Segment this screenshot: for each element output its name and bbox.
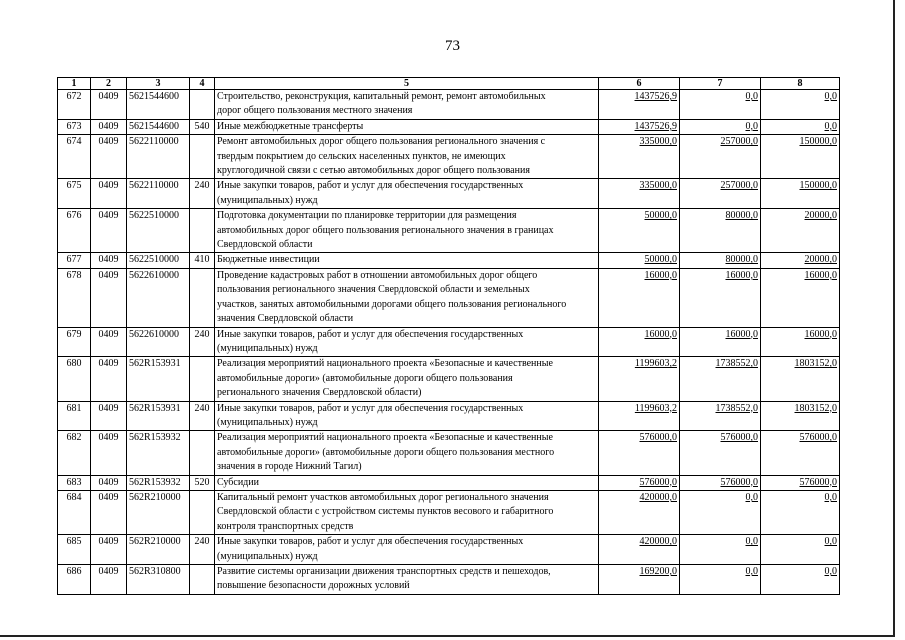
target-article-code: 562R153932 [127,431,190,475]
section-code: 0409 [91,268,127,327]
amount-value: 80000,0 [725,254,758,266]
description-line: пользования регионального значения Свердловской области и земельных [217,284,530,296]
amount-value: 0,0 [824,566,837,577]
target-article-code: 5621544600 [127,90,190,120]
amount-value: 576000,0 [799,432,837,444]
table-row [58,90,840,120]
row-number: 679 [58,327,91,357]
description-line: Свердловской области [217,239,313,251]
description-line: Иные межбюджетные трансферты [217,120,364,132]
row-number: 675 [58,179,91,209]
section-code: 0409 [91,179,127,209]
amount-year-2 [680,475,761,490]
row-number: 683 [58,475,91,490]
amount-value: 20000,0 [804,210,837,222]
expense-type-code [190,357,215,401]
amount-value: 0,0 [745,536,758,548]
table-row [58,253,840,268]
target-article-code: 562R153931 [127,357,190,401]
row-number: 685 [58,535,91,565]
amount-year-3 [761,327,840,357]
amount-value: 0,0 [745,566,758,577]
amount-year-2 [680,268,761,327]
description-line: Иные закупки товаров, работ и услуг для обеспечения государственных [217,536,524,548]
amount-value: 1803152,0 [794,358,837,370]
amount-year-3 [761,90,840,120]
target-article-code: 5622610000 [127,268,190,327]
expense-type-code [190,565,215,595]
column-header: 4 [190,78,215,90]
description-line: Свердловской области с устройством системы пунктов весового и габаритного [217,506,554,518]
description-line: Капитальный ремонт участков автомобильных дорог регионального значения [217,491,549,503]
description-line: автомобильные дороги» (автомобильные дороги общего пользования [217,372,513,384]
target-article-code: 562R210000 [127,490,190,534]
amount-value: 576000,0 [639,476,677,488]
amount-year-3 [761,490,840,534]
column-header: 3 [127,78,190,90]
description-line: (муниципальных) нужд [217,550,318,562]
row-number: 672 [58,90,91,120]
row-description [215,90,599,120]
amount-value: 1199603,2 [634,358,677,370]
amount-value: 1199603,2 [634,402,677,414]
amount-value: 0,0 [824,491,837,503]
amount-year-2 [680,565,761,595]
expense-type-code: 540 [190,119,215,134]
target-article-code: 5622510000 [127,253,190,268]
amount-year-2 [680,135,761,179]
amount-year-1 [599,268,680,327]
row-description [215,135,599,179]
expense-type-code: 520 [190,475,215,490]
row-number: 678 [58,268,91,327]
amount-value: 1437526,9 [634,91,677,102]
amount-year-3 [761,475,840,490]
section-code: 0409 [91,135,127,179]
amount-value: 0,0 [745,120,758,132]
expense-type-code [190,90,215,120]
amount-year-1 [599,565,680,595]
expense-type-code: 410 [190,253,215,268]
expense-type-code [190,135,215,179]
amount-year-1 [599,253,680,268]
section-code: 0409 [91,535,127,565]
amount-year-1 [599,209,680,253]
amount-year-3 [761,179,840,209]
description-line: значения в городе Нижний Тагил) [217,461,362,473]
table-row [58,135,840,179]
row-description [215,357,599,401]
table-row [58,179,840,209]
expense-type-code [190,209,215,253]
amount-value: 576000,0 [639,432,677,444]
section-code: 0409 [91,565,127,595]
amount-year-2 [680,90,761,120]
description-line: автомобильные дороги» (автомобильные дороги общего пользования местного [217,446,555,458]
amount-value: 0,0 [745,91,758,102]
column-header: 7 [680,78,761,90]
amount-year-3 [761,253,840,268]
amount-year-2 [680,490,761,534]
description-line: Иные закупки товаров, работ и услуг для обеспечения государственных [217,180,524,192]
table-row [58,401,840,431]
row-description [215,268,599,327]
row-description [215,179,599,209]
amount-value: 0,0 [824,120,837,132]
amount-year-1 [599,135,680,179]
expense-type-code: 240 [190,179,215,209]
section-code: 0409 [91,431,127,475]
amount-year-1 [599,327,680,357]
amount-value: 257000,0 [720,180,758,192]
amount-year-3 [761,357,840,401]
column-header: 8 [761,78,840,90]
amount-value: 50000,0 [644,210,677,222]
target-article-code: 562R210000 [127,535,190,565]
amount-year-2 [680,357,761,401]
table-row [58,119,840,134]
amount-value: 169200,0 [639,566,677,577]
table-row [58,565,840,595]
amount-year-1 [599,401,680,431]
target-article-code: 562R153932 [127,475,190,490]
amount-year-1 [599,431,680,475]
amount-value: 1437526,9 [634,120,677,132]
amount-year-2 [680,253,761,268]
row-number: 676 [58,209,91,253]
row-description [215,119,599,134]
description-line: Подготовка документации по планировке территории для размещения [217,210,517,222]
table-body [58,90,840,595]
description-line: Иные закупки товаров, работ и услуг для обеспечения государственных [217,402,524,414]
amount-year-1 [599,535,680,565]
expense-type-code: 240 [190,327,215,357]
section-code: 0409 [91,90,127,120]
row-number: 680 [58,357,91,401]
amount-value: 576000,0 [720,432,758,444]
amount-value: 420000,0 [639,491,677,503]
amount-value: 50000,0 [644,254,677,266]
section-code: 0409 [91,327,127,357]
description-line: повышение безопасности дорожных условий [217,580,410,592]
amount-year-2 [680,327,761,357]
section-code: 0409 [91,253,127,268]
amount-year-2 [680,179,761,209]
target-article-code: 562R153931 [127,401,190,431]
amount-year-2 [680,209,761,253]
row-description [215,327,599,357]
amount-year-1 [599,119,680,134]
section-code: 0409 [91,490,127,534]
table-row [58,431,840,475]
description-line: (муниципальных) нужд [217,194,318,206]
page-number: 73 [445,38,460,54]
amount-value: 420000,0 [639,536,677,548]
row-number: 674 [58,135,91,179]
budget-table [57,77,840,595]
row-number: 681 [58,401,91,431]
target-article-code: 562R310800 [127,565,190,595]
amount-value: 1738552,0 [715,402,758,414]
expense-type-code: 240 [190,401,215,431]
amount-year-3 [761,119,840,134]
description-line: (муниципальных) нужд [217,342,318,354]
target-article-code: 5622610000 [127,327,190,357]
amount-value: 0,0 [824,536,837,548]
amount-value: 150000,0 [799,136,837,148]
expense-type-code [190,431,215,475]
row-description [215,565,599,595]
column-header: 2 [91,78,127,90]
target-article-code: 5622110000 [127,135,190,179]
expense-type-code: 240 [190,535,215,565]
amount-value: 335000,0 [639,180,677,192]
description-line: Реализация мероприятий национального проекта «Безопасные и качественные [217,432,553,444]
section-code: 0409 [91,475,127,490]
table-row [58,490,840,534]
description-line: участков, занятых автомобильными дорогами общего пользования регионального [217,298,567,310]
amount-value: 80000,0 [725,210,758,222]
description-line: Развитие системы организации движения транспортных средств и пешеходов, [217,566,551,577]
description-line: дорог общего пользования местного значения [217,105,413,117]
amount-year-2 [680,431,761,475]
amount-year-3 [761,535,840,565]
row-description [215,209,599,253]
amount-value: 16000,0 [725,328,758,340]
expense-type-code [190,268,215,327]
amount-year-1 [599,90,680,120]
row-description [215,253,599,268]
amount-value: 576000,0 [799,476,837,488]
section-code: 0409 [91,209,127,253]
amount-value: 0,0 [824,91,837,102]
target-article-code: 5622510000 [127,209,190,253]
table-row [58,357,840,401]
amount-year-3 [761,431,840,475]
amount-value: 335000,0 [639,136,677,148]
row-number: 686 [58,565,91,595]
column-header: 1 [58,78,91,90]
description-line: значения Свердловской области [217,313,354,325]
table-row [58,268,840,327]
description-line: автомобильных дорог общего пользования регионального значения в границах [217,224,554,236]
amount-year-2 [680,401,761,431]
amount-year-2 [680,535,761,565]
amount-value: 1803152,0 [794,402,837,414]
amount-year-1 [599,179,680,209]
target-article-code: 5621544600 [127,119,190,134]
description-line: круглогодичной связи с сетью автомобильных дорог общего пользования [217,165,530,177]
description-line: Иные закупки товаров, работ и услуг для обеспечения государственных [217,328,524,340]
amount-year-2 [680,119,761,134]
section-code: 0409 [91,401,127,431]
amount-value: 0,0 [745,491,758,503]
description-line: Реализация мероприятий национального проекта «Безопасные и качественные [217,358,553,370]
table-row [58,535,840,565]
section-code: 0409 [91,119,127,134]
amount-year-3 [761,565,840,595]
row-number: 677 [58,253,91,268]
section-code: 0409 [91,357,127,401]
amount-value: 150000,0 [799,180,837,192]
target-article-code: 5622110000 [127,179,190,209]
amount-year-1 [599,475,680,490]
table-row [58,475,840,490]
row-description [215,431,599,475]
expense-type-code [190,490,215,534]
description-line: Проведение кадастровых работ в отношении автомобильных дорог общего [217,269,538,281]
row-number: 673 [58,119,91,134]
description-line: Субсидии [217,476,259,488]
row-description [215,475,599,490]
row-description [215,490,599,534]
description-line: твердым покрытием до сельских населенных пунктов, не имеющих [217,150,506,162]
row-number: 684 [58,490,91,534]
amount-year-1 [599,357,680,401]
amount-year-3 [761,209,840,253]
amount-value: 16000,0 [804,269,837,281]
description-line: контроля транспортных средств [217,520,354,532]
description-line: Бюджетные инвестиции [217,254,320,266]
amount-year-3 [761,135,840,179]
amount-year-3 [761,268,840,327]
description-line: регионального значения Свердловской области) [217,387,422,399]
table-row [58,327,840,357]
column-header: 6 [599,78,680,90]
amount-value: 257000,0 [720,136,758,148]
amount-value: 20000,0 [804,254,837,266]
row-description [215,535,599,565]
amount-year-3 [761,401,840,431]
amount-value: 1738552,0 [715,358,758,370]
table-row [58,209,840,253]
amount-value: 16000,0 [644,269,677,281]
row-description [215,401,599,431]
amount-value: 576000,0 [720,476,758,488]
column-header: 5 [215,78,599,90]
amount-value: 16000,0 [725,269,758,281]
description-line: Строительство, реконструкция, капитальный ремонт, ремонт автомобильных [217,91,546,102]
description-line: Ремонт автомобильных дорог общего пользования регионального значения с [217,136,546,148]
table-header-row [58,78,840,90]
description-line: (муниципальных) нужд [217,416,318,428]
row-number: 682 [58,431,91,475]
amount-value: 16000,0 [804,328,837,340]
amount-value: 16000,0 [644,328,677,340]
amount-year-1 [599,490,680,534]
